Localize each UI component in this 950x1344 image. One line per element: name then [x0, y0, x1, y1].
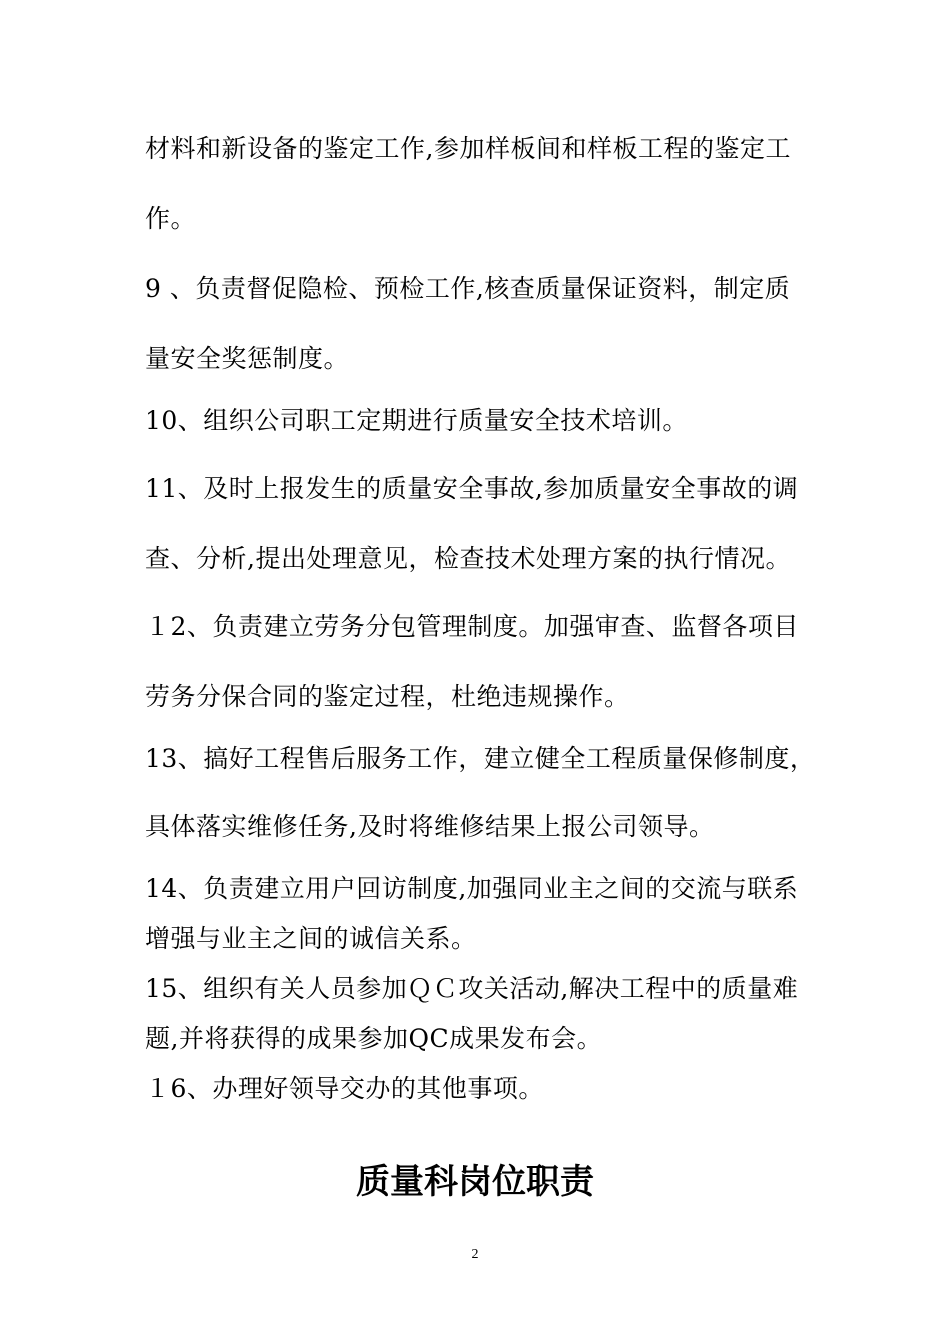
text-line: 14、负责建立用户回访制度,加强同业主之间的交流与联系 — [145, 874, 799, 903]
text-line: 查、分析,提出处理意见，检查技术处理方案的执行情况。 — [145, 544, 791, 573]
text-line: 作。 — [145, 204, 197, 233]
text-line: 题,并将获得的成果参加QC成果发布会。 — [145, 1024, 603, 1053]
text-line: 10、组织公司职工定期进行质量安全技术培训。 — [145, 406, 688, 435]
section-title: 质量科岗位职责 — [356, 1162, 594, 1202]
text-line: 13、搞好工程售后服务工作，建立健全工程质量保修制度， — [145, 744, 816, 773]
text-line: 11、及时上报发生的质量安全事故,参加质量安全事故的调 — [145, 474, 799, 503]
text-line: 劳务分保合同的鉴定过程，杜绝违规操作。 — [145, 682, 630, 711]
text-line: 材料和新设备的鉴定工作,参加样板间和样板工程的鉴定工 — [145, 134, 791, 163]
page-number: 2 — [471, 1247, 479, 1262]
text-line: 15、组织有关人员参加ＱＣ攻关活动,解决工程中的质量难 — [145, 974, 799, 1003]
text-line: １6、办理好领导交办的其他事项。 — [145, 1074, 544, 1103]
text-line: 量安全奖惩制度。 — [145, 344, 350, 373]
text-line: 9 、负责督促隐检、预检工作,核查质量保证资料，制定质 — [145, 274, 791, 303]
text-line: 具体落实维修任务,及时将维修结果上报公司领导。 — [145, 812, 715, 841]
text-line: 增强与业主之间的诚信关系。 — [145, 924, 477, 953]
text-line: １2、负责建立劳务分包管理制度。加强审查、监督各项目 — [145, 612, 799, 641]
